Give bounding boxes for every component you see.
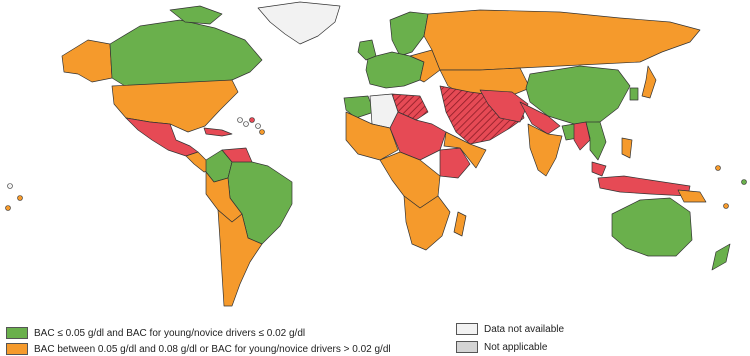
island-dot	[742, 180, 747, 185]
region-russia	[424, 10, 700, 70]
region-malaysia	[592, 162, 606, 176]
region-southern-africa	[404, 196, 450, 250]
legend-swatch-orange	[6, 343, 28, 355]
island-dot	[256, 124, 261, 129]
legend-swatch-not-applicable	[456, 341, 478, 353]
region-uk	[358, 40, 376, 60]
region-central-africa	[380, 152, 440, 208]
region-madagascar	[454, 212, 466, 236]
region-canada	[110, 20, 262, 86]
legend-swatch-green	[6, 327, 28, 339]
legend-label-orange: BAC between 0.05 g/dl and 0.08 g/dl or BAC for young/novice drivers > 0.02 g/dl	[34, 343, 391, 355]
island-dot	[244, 122, 249, 127]
region-scandinavia	[390, 12, 428, 56]
region-caribbean	[204, 128, 232, 136]
region-korea	[630, 88, 638, 100]
legend-label-data-not-available: Data not available	[484, 323, 565, 335]
island-dot	[8, 184, 13, 189]
region-indonesia	[598, 176, 690, 196]
region-philippines	[622, 138, 632, 158]
region-alaska	[62, 40, 112, 82]
island-dot	[238, 118, 243, 123]
island-dot	[724, 204, 729, 209]
island-dot	[250, 118, 255, 123]
region-usa	[112, 80, 238, 132]
region-new-zealand	[712, 244, 730, 270]
region-papua	[678, 190, 706, 202]
legend-label-not-applicable: Not applicable	[484, 341, 548, 353]
island-dot	[18, 196, 23, 201]
island-dot	[6, 206, 11, 211]
legend-item-green	[6, 326, 305, 340]
legend-item-not-applicable	[456, 340, 547, 354]
island-dot	[716, 166, 721, 171]
region-japan	[642, 66, 656, 98]
legend-swatch-data-not-available	[456, 323, 478, 335]
legend-label-green: BAC ≤ 0.05 g/dl and BAC for young/novice drivers ≤ 0.02 g/dl	[34, 327, 306, 339]
island-dot	[260, 130, 265, 135]
region-greenland	[258, 2, 340, 44]
region-australia	[612, 198, 692, 256]
legend-item-data-not-available	[456, 322, 564, 336]
